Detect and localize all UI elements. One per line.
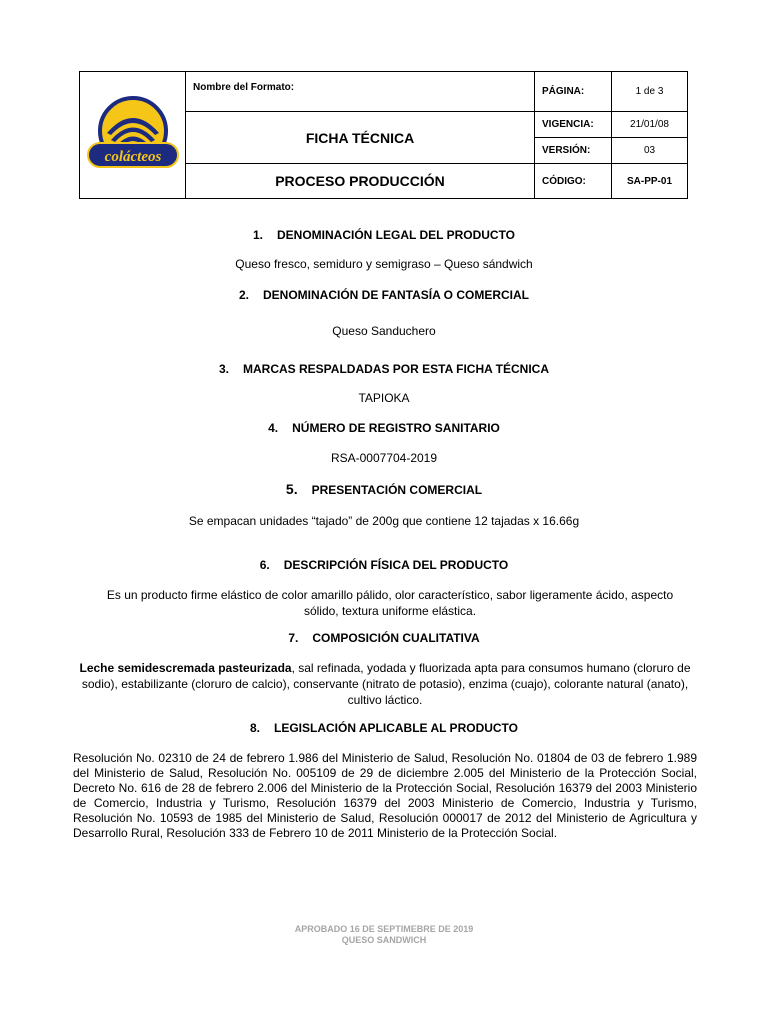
document-header-table [79, 71, 688, 199]
version-label: VERSIÓN: [535, 138, 612, 164]
page-value: 1 de 3 [612, 72, 688, 112]
footer-line-2: QUESO SANDWICH [341, 935, 427, 945]
section-3-heading: 3. MARCAS RESPALDADAS POR ESTA FICHA TÉCNICA [218, 362, 550, 376]
approval-footer [0, 924, 768, 946]
colacteos-logo [85, 85, 181, 181]
section-2-heading: 2. DENOMINACIÓN DE FANTASÍA O COMERCIAL [238, 288, 529, 302]
validity-label: VIGENCIA: [535, 112, 612, 138]
validity-value: 21/01/08 [612, 112, 688, 138]
section-8-body: Resolución No. 02310 de 24 de febrero 1.986 del Ministerio de Salud, Resolución No. 01804 de 03 de febrero 1.989 del Ministerio de Salud, Resolución No. 005109 de 29 de diciembre 2.005 del Ministerio de la Protección Social, Decreto No. 616 de 28 de febrero 2.006 del Ministerio de la Protección Social, Resolución 16379 del 2003 Ministerio de Comercio, Industria y Turismo, Resolución 16379 del 2003 Ministerio de Comercio, Industria y Turismo, Resolución No. 10593 de 1985 del Ministerio de Salud, Resolución 000017 de 2012 del Ministerio de Agricultura y Desarrollo Rural, Resolución 333 de Febrero 10 de 2011 Ministerio de la Protección Social. [73, 751, 697, 840]
section-6-body: Es un producto firme elástico de color amarillo pálido, olor característico, sabor ligeramente ácido, aspecto sólido, textura uniforme elástica. [106, 588, 674, 618]
section-3-body: TAPIOKA [358, 391, 410, 405]
section-5-body: Se empacan unidades “tajado” de 200g que contiene 12 tajadas x 16.66g [188, 514, 580, 528]
section-7-body [70, 660, 700, 708]
logo-text: colácteos [104, 148, 161, 165]
code-value: SA-PP-01 [612, 164, 688, 199]
section-6-heading: 6. DESCRIPCIÓN FÍSICA DEL PRODUCTO [259, 558, 509, 572]
section-2-body: Queso Sanduchero [332, 324, 436, 338]
section-5-heading: 5. PRESENTACIÓN COMERCIAL [285, 481, 483, 497]
section-7-heading: 7. COMPOSICIÓN CUALITATIVA [288, 631, 480, 645]
format-name-label: Nombre del Formato: [186, 72, 535, 112]
section-4-heading: 4. NÚMERO DE REGISTRO SANITARIO [268, 421, 500, 435]
section-1-body: Queso fresco, semiduro y semigraso – Queso sándwich [235, 257, 533, 271]
section-7-body-bold: Leche semidescremada pasteurizada [79, 661, 292, 675]
section-1-heading: 1. DENOMINACIÓN LEGAL DEL PRODUCTO [252, 228, 516, 242]
logo-cell [80, 72, 186, 199]
document-subtitle: PROCESO PRODUCCIÓN [186, 164, 535, 199]
document-title: FICHA TÉCNICA [186, 112, 535, 164]
section-4-body: RSA-0007704-2019 [330, 451, 438, 465]
page-label: PÁGINA: [535, 72, 612, 112]
footer-line-1: APROBADO 16 DE SEPTIMEBRE DE 2019 [294, 924, 474, 934]
section-8-heading: 8. LEGISLACIÓN APLICABLE AL PRODUCTO [249, 721, 519, 735]
section-7-body-rest: , sal refinada, yodada y fluorizada apta para consumos humano (cloruro de sodio), estabilizante (cloruro de calcio), conservante (nitrato de potasio), enzima (cuajo), colorante natural (anato), cultivo láctico. [81, 661, 691, 707]
version-value: 03 [612, 138, 688, 164]
code-label: CÓDIGO: [535, 164, 612, 199]
